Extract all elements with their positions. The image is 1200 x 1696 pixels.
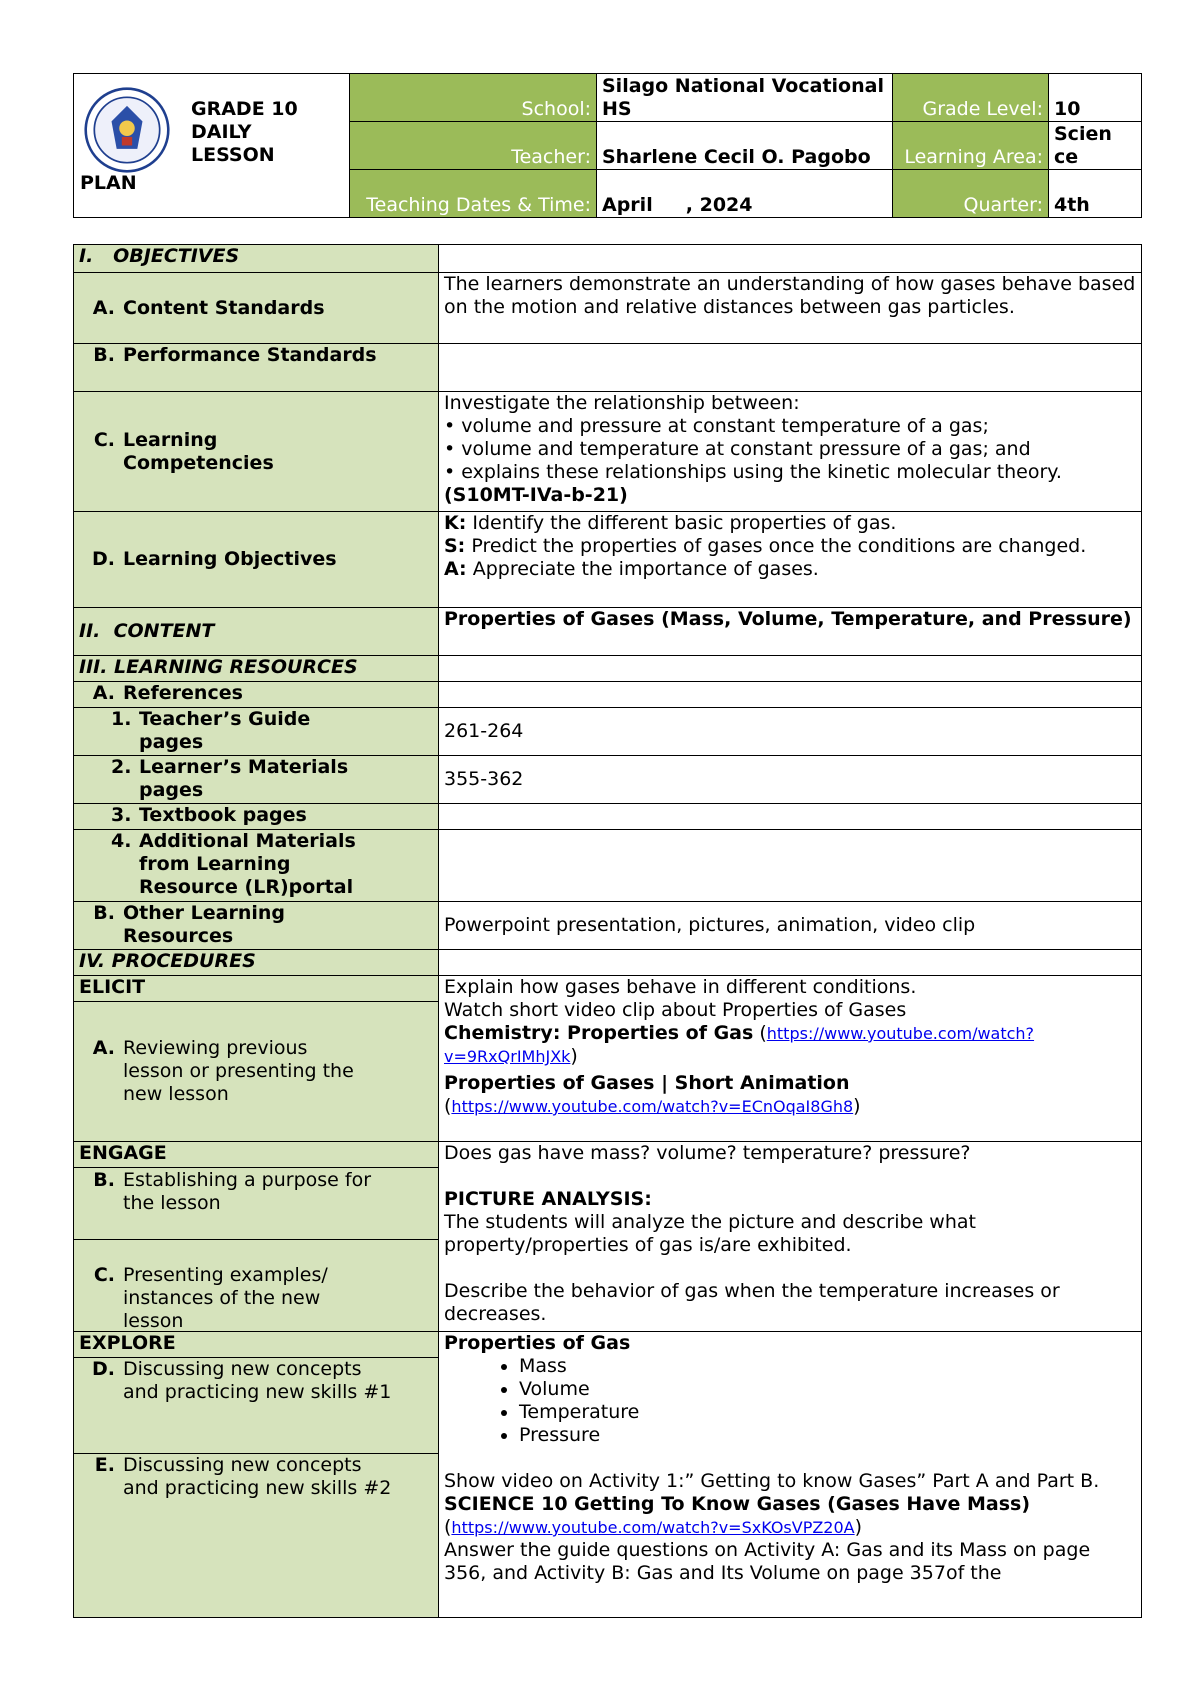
references-label: A. References <box>74 682 439 708</box>
engage-step-c-label: Presenting examples/ instances of the new lesson <box>123 1264 328 1332</box>
elicit-phase: ELICIT <box>74 976 438 1002</box>
competency-item: • volume and pressure at constant temperature of a gas; <box>444 415 989 437</box>
quarter-label: Quarter: <box>893 170 1049 218</box>
learning-competencies-value: Investigate the relationship between: • volume and pressure at constant temperature of a gas; • volume and temperature at constant pressure of a gas; and • explains these relationships using the kinetic molecular theory. (S10MT-IVa-b-21) <box>439 392 1142 512</box>
document-title-tail: PLAN <box>80 172 137 194</box>
procedures-heading-value <box>439 950 1142 976</box>
resources-heading-value <box>439 656 1142 682</box>
textbook-label: 3. Textbook pages <box>74 804 439 830</box>
video2-link[interactable]: https://www.youtube.com/watch?v=ECnOqaI8Gh8 <box>451 1097 854 1116</box>
video2-title: Properties of Gases | Short Animation <box>444 1072 850 1094</box>
grade-value: 10 <box>1049 74 1142 122</box>
other-resources-label: B. Other Learning Resources <box>74 902 439 950</box>
learning-competencies-label: C. Learning Competencies <box>74 392 439 512</box>
grade-label: Grade Level: <box>893 74 1049 122</box>
teachers-guide-value: 261-264 <box>439 708 1142 756</box>
content-value: Properties of Gases (Mass, Volume, Temperature, and Pressure) <box>439 608 1142 656</box>
logo-cell <box>74 74 350 218</box>
content-standards-value: The learners demonstrate an understanding of how gases behave based on the motion and relative distances between gas particles. <box>439 273 1142 344</box>
properties-list <box>444 1355 1136 1447</box>
references-value <box>439 682 1142 708</box>
video3-link[interactable]: https://www.youtube.com/watch?v=SxKOsVPZ20A <box>451 1518 855 1537</box>
engage-label-cell: ENGAGE B. Establishing a purpose for the lesson C. Presenting examples/ instances of the new lesson <box>74 1142 439 1332</box>
properties-title: Properties of Gas <box>444 1332 631 1354</box>
performance-standards-label: B. Performance Standards <box>74 344 439 392</box>
picture-analysis-title: PICTURE ANALYSIS: <box>444 1188 652 1210</box>
objectives-heading-value <box>439 245 1142 273</box>
dates-label: Teaching Dates & Time: <box>350 170 597 218</box>
teachers-guide-label: 1. Teacher’s Guide pages <box>74 708 439 756</box>
area-value: Scien ce <box>1049 122 1142 170</box>
explore-label-cell: EXPLORE D. Discussing new concepts and practicing new skills #1 E. Discussing new concepts and practicing new skills #2 <box>74 1332 439 1618</box>
engage-value: Does gas have mass? volume? temperature? pressure? PICTURE ANALYSIS: The students will analyze the picture and describe what property/properties of gas is/are exhibited. Describe the behavior of gas when the temperature increases or decreases. <box>439 1142 1142 1332</box>
learners-materials-label: 2. Learner’s Materials pages <box>74 756 439 804</box>
list-item: • Pressure <box>519 1424 1136 1447</box>
school-value: Silago National Vocational HS <box>597 74 893 122</box>
lesson-plan-table <box>73 244 1142 1618</box>
document-title: GRADE 10 DAILY LESSON <box>191 98 298 166</box>
deped-seal-icon <box>84 87 170 173</box>
quarter-value: 4th <box>1049 170 1142 218</box>
learning-objectives-label: D. Learning Objectives <box>74 512 439 608</box>
competency-item: • explains these relationships using the kinetic molecular theory. <box>444 461 1062 483</box>
content-heading: II. CONTENT <box>74 608 439 656</box>
other-resources-value: Powerpoint presentation, pictures, animation, video clip <box>439 902 1142 950</box>
school-label: School: <box>350 74 597 122</box>
procedures-heading: IV. PROCEDURES <box>74 950 439 976</box>
video1-title: Chemistry: Properties of Gas <box>444 1022 754 1044</box>
textbook-value <box>439 804 1142 830</box>
content-standards-label: A. Content Standards <box>74 273 439 344</box>
competency-item: • volume and temperature at constant pressure of a gas; and <box>444 438 1031 460</box>
resources-heading: III. LEARNING RESOURCES <box>74 656 439 682</box>
dates-value: April , 2024 <box>597 170 893 218</box>
explore-step-e-label: Discussing new concepts and practicing new skills #2 <box>123 1454 392 1499</box>
video1-link[interactable]: https://www.youtube.com/watch?v=9RxQrIMhJXk <box>444 1024 1035 1066</box>
additional-materials-label: 4. Additional Materials from Learning Resource (LR)portal <box>74 830 439 902</box>
header-table <box>73 73 1142 218</box>
explore-step-d-label: Discussing new concepts and practicing new skills #1 <box>123 1358 392 1403</box>
explore-phase: EXPLORE <box>74 1332 438 1358</box>
explore-value: Properties of Gas • Mass • Volume • Temperature • Pressure Show video on Activity 1:” Getting to know Gases” Part A and Part B. SCIENCE 10 Getting To Know Gases (Gases Have Mass) (https://www.youtube.com/watch?v=SxKOsVPZ20A) Answer the guide questions on Activity A: Gas and its Mass on page 356, and Activity B: Gas and Its Volume on page 357of the <box>439 1332 1142 1618</box>
engage-phase: ENGAGE <box>74 1142 438 1168</box>
teacher-value: Sharlene Cecil O. Pagobo <box>597 122 893 170</box>
list-item: • Mass <box>519 1355 1136 1378</box>
elicit-label-cell: ELICIT A. Reviewing previous lesson or presenting the new lesson <box>74 976 439 1142</box>
elicit-value: Explain how gases behave in different conditions. Watch short video clip about Properties of Gases Chemistry: Properties of Gas (https://www.youtube.com/watch?v=9RxQrIMhJXk) Properties of Gases | Short Animation (https://www.youtube.com/watch?v=ECnOqaI8Gh8) <box>439 976 1142 1142</box>
engage-step-b-label: Establishing a purpose for the lesson <box>123 1169 372 1214</box>
area-label: Learning Area: <box>893 122 1049 170</box>
learning-objectives-value: K: Identify the different basic properties of gas. S: Predict the properties of gases once the conditions are changed. A: Appreciate the importance of gases. <box>439 512 1142 608</box>
list-item: • Temperature <box>519 1401 1136 1424</box>
competency-code: (S10MT-IVa-b-21) <box>444 484 628 506</box>
performance-standards-value <box>439 344 1142 392</box>
teacher-label: Teacher: <box>350 122 597 170</box>
objectives-heading: I. OBJECTIVES <box>74 245 439 273</box>
learners-materials-value: 355-362 <box>439 756 1142 804</box>
additional-materials-value <box>439 830 1142 902</box>
video3-title: SCIENCE 10 Getting To Know Gases (Gases Have Mass) <box>444 1493 1031 1515</box>
elicit-step-label: Reviewing previous lesson or presenting the new lesson <box>123 1036 354 1105</box>
list-item: • Volume <box>519 1378 1136 1401</box>
